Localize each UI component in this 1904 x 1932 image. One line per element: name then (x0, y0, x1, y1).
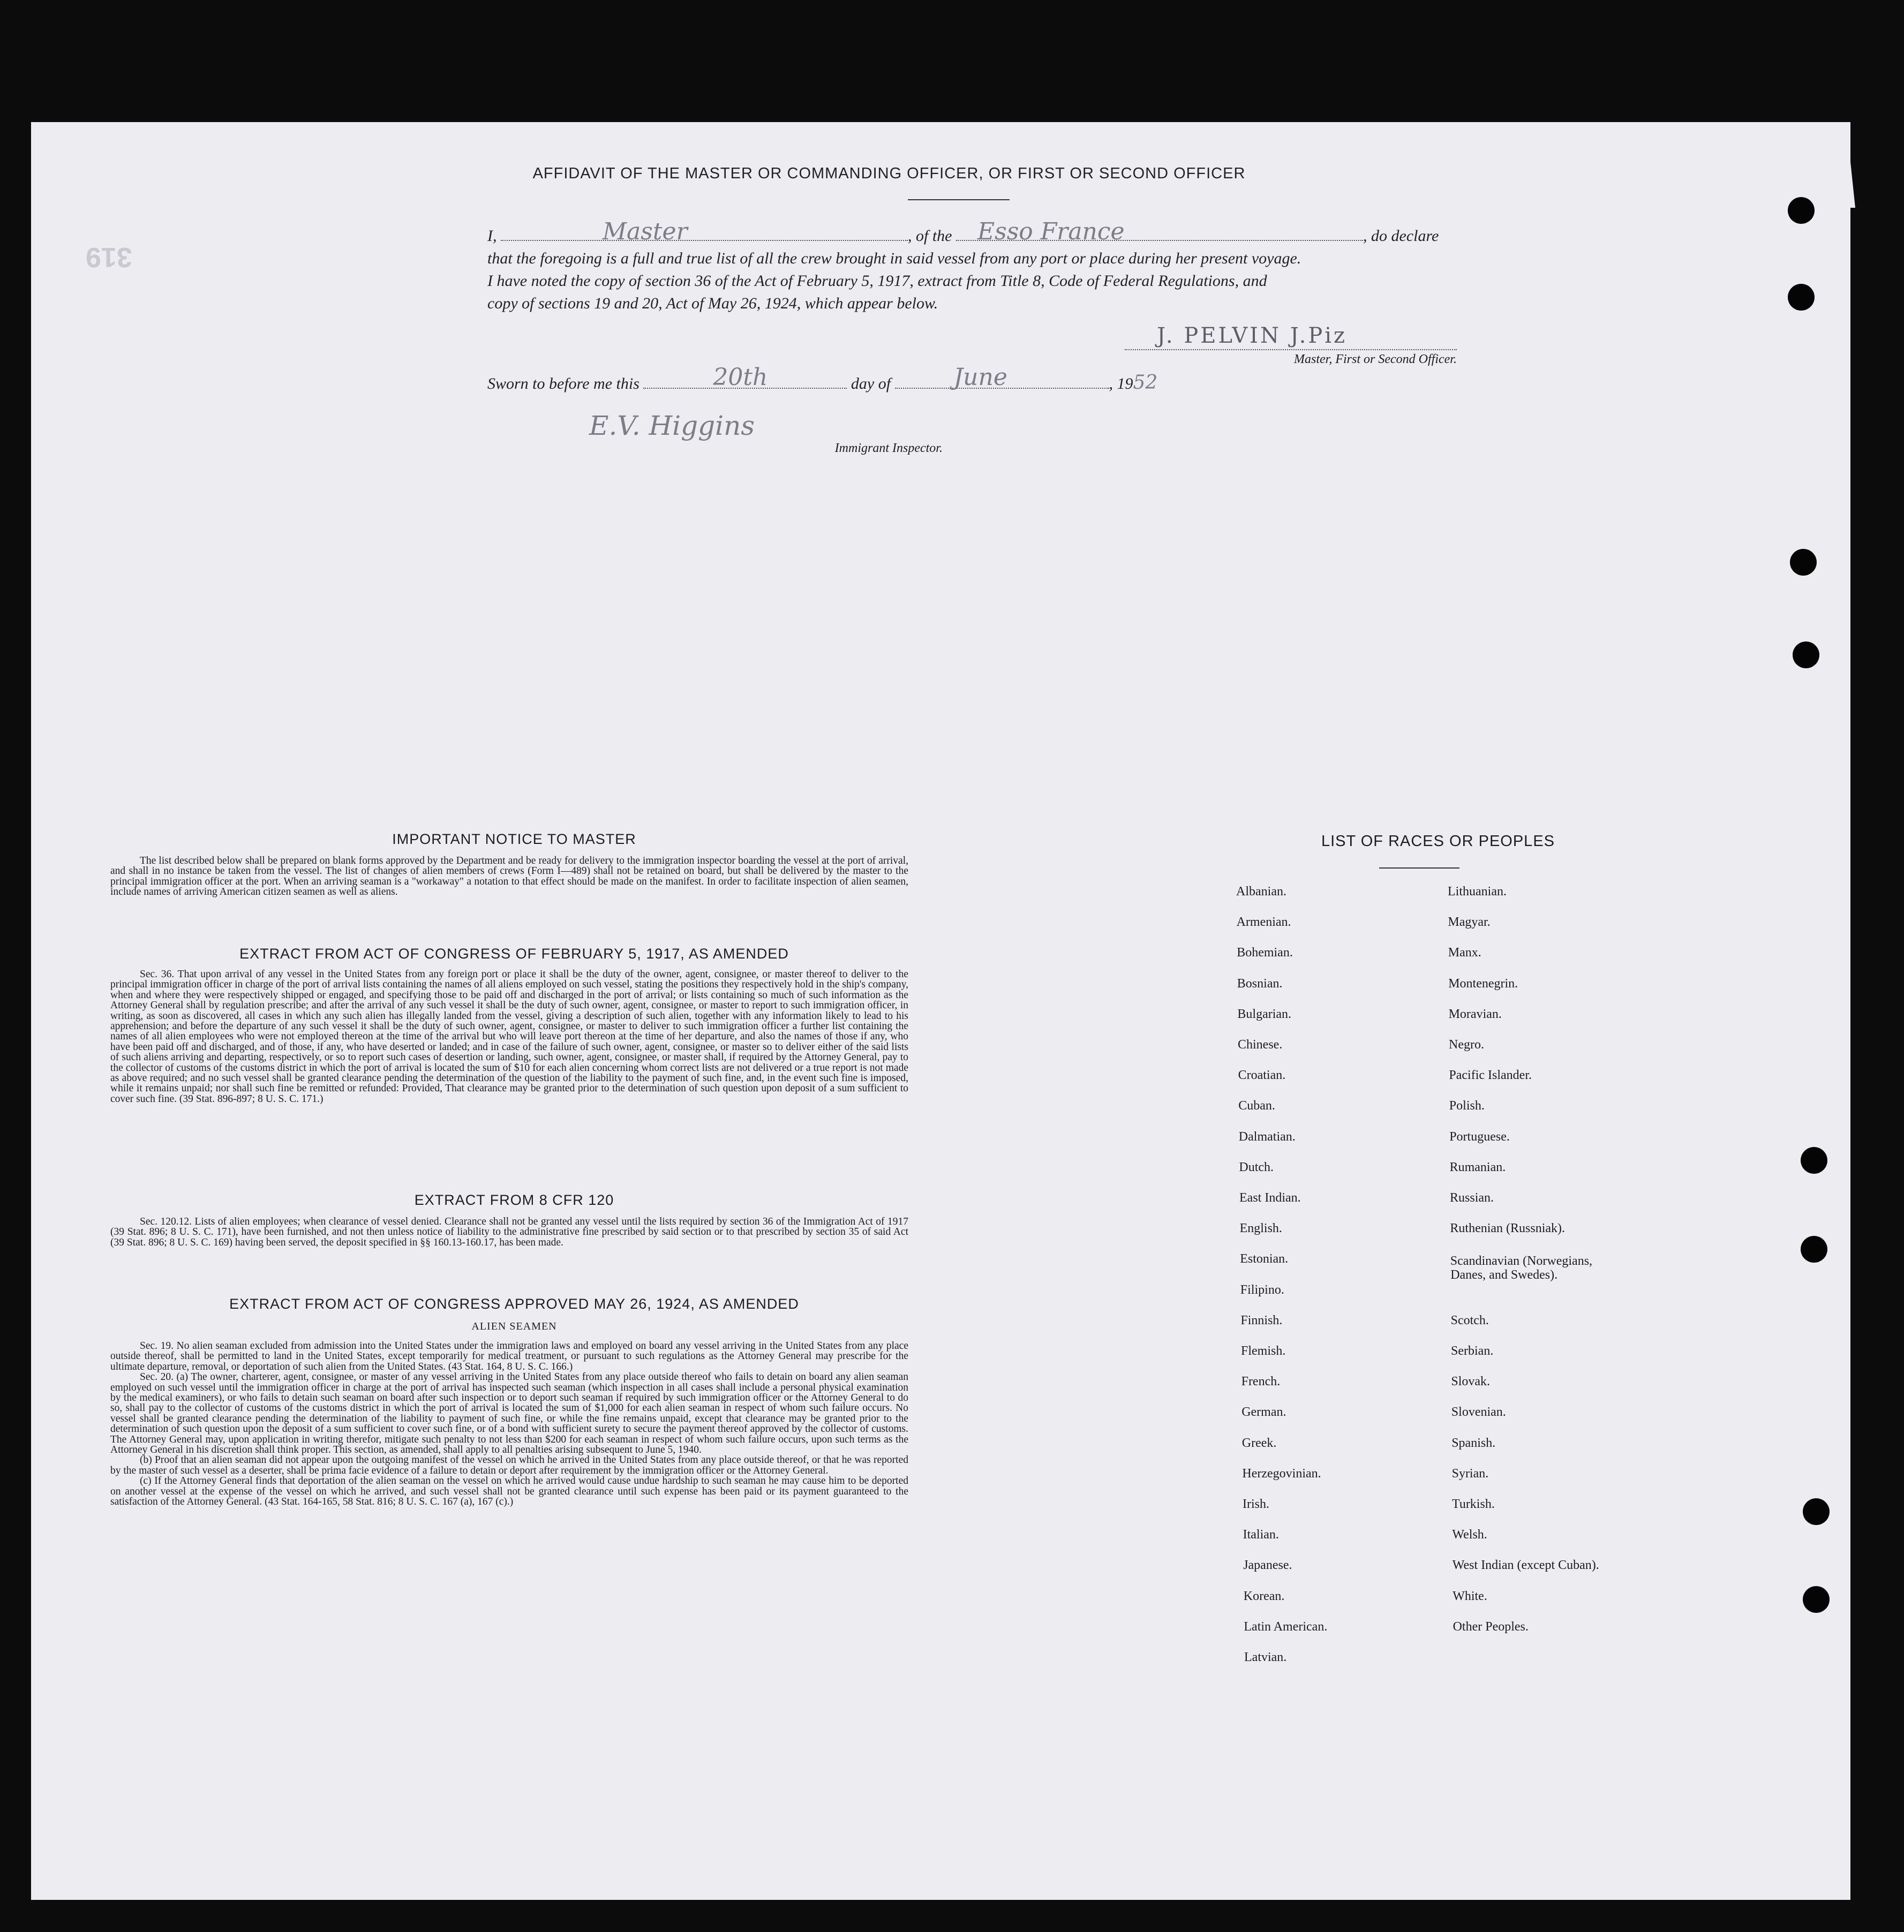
race-item: Scotch. (1450, 1313, 1489, 1327)
race-item: Latin American. (1244, 1619, 1328, 1634)
sworn-text: Sworn to before me this (487, 375, 639, 393)
month-field (895, 364, 1109, 391)
race-item: Bohemian. (1237, 946, 1293, 960)
punch-hole-1 (1788, 197, 1815, 224)
race-item: Magyar. (1448, 915, 1491, 930)
race-item: Montenegrin. (1448, 976, 1518, 991)
punch-hole-2 (1788, 284, 1815, 311)
handwritten-vessel: Esso France (977, 218, 1125, 245)
race-item: Albanian. (1236, 885, 1286, 899)
word-i: I, (487, 227, 497, 245)
day-of-text: day of (851, 375, 891, 393)
notice-body (110, 856, 908, 897)
affidavit-line-1 (487, 218, 1467, 247)
day-field (643, 364, 847, 391)
race-item: Herzegovinian. (1242, 1466, 1321, 1481)
officer-field (501, 218, 908, 245)
officer-signature-label: Master, First or Second Officer. (1294, 352, 1457, 366)
title-divider (908, 199, 1010, 200)
race-item: Flemish. (1241, 1344, 1286, 1358)
race-item: Bosnian. (1237, 976, 1283, 991)
punch-hole-3 (1790, 549, 1817, 576)
races-divider (1379, 867, 1459, 869)
sec-19-paragraph: Sec. 19. No alien seaman excluded from admission into the United States under the immigration laws and employed on board any vessel arriving in the United States from any place outside thereof, shall be permitted to land in the United States, except temporarily for medical treatment, or pursuant to such regulations as the Attorney General may prescribe for the ultimate departure, removal, or deportation of such alien from the United States. (43 Stat. 164, 8 U. S. C. 166.) (110, 1340, 908, 1372)
extract-1917-body (110, 969, 908, 1104)
extract-1917-heading: EXTRACT FROM ACT OF CONGRESS OF FEBRUARY 5, 1917, AS AMENDED (239, 946, 789, 962)
races-heading: LIST OF RACES OR PEOPLES (1321, 833, 1555, 850)
race-item: Greek. (1241, 1436, 1277, 1450)
race-item: Negro. (1449, 1038, 1484, 1052)
affidavit-line-3: I have noted the copy of section 36 of the Act of February 5, 1917, extract from Title 8, Code of Federal Regulations, and (487, 272, 1267, 290)
sec-20a-paragraph: Sec. 20. (a) The owner, charterer, agent, consignee, or master of any vessel arriving in the United States from any place outside thereof who fails to detain on board any alien seaman employed on such vessel until the immigration officer in charge at the port of arrival has inspected such seaman (which inspection in all cases shall include a personal physical examination by the medical examiners), or who fails to detain such seaman on board after such inspection or to deport such seaman if required by such immigration officer or the Attorney General to do so, shall pay to the collector of customs of the customs district in which the port of arrival is located the sum of $1,000 for each alien seaman in respect of whom such failure occurs. No vessel shall be granted clearance pending the determination of the liability to payment of such fine, or while the fine remains unpaid, except that clearance may be granted prior to the determination of such question upon the deposit of a sum sufficient to cover such fine, or of a bond with sufficient surety to secure the payment thereof approved by the collector of customs. The Attorney General may, upon application in writing therefor, mitigate such penalty to not less than $200 for each seaman in respect of whom such failure occurs, upon such terms as the Attorney General in his discretion shall think proper. This section, as amended, shall apply to all penalties arising subsequent to June 5, 1940. (110, 1371, 908, 1456)
race-item: Welsh. (1452, 1528, 1487, 1542)
punch-hole-4 (1793, 642, 1819, 668)
race-item: Filipino. (1240, 1282, 1284, 1297)
race-item: Dalmatian. (1238, 1129, 1296, 1144)
race-item: Japanese. (1243, 1558, 1292, 1573)
race-item: Slovenian. (1451, 1405, 1506, 1420)
punch-hole-6 (1801, 1236, 1827, 1263)
sec-20b-paragraph: (b) Proof that an alien seaman did not appear upon the outgoing manifest of the vessel on which he arrived in the United States from any place outside thereof, or that he was reported by the master of such vessel as a deserter, shall be prima facie evidence of a failure to detain or deport after requirement by the immigration officer or the Attorney General. (110, 1454, 908, 1476)
sec-36-paragraph: Sec. 36. That upon arrival of any vessel in the United States from any foreign port or place it shall be the duty of the owner, agent, consignee, or master thereof to deliver to the principal immigration officer in charge of the port of arrival lists containing the names of all aliens employed on such vessel, stating the positions they respectively hold in the ship's company, when and where they were respectively shipped or engaged, and specifying those to be paid off and discharged in the port of arrival; or lists containing so much of such information as the Attorney General shall by regulation prescribe; and after the arrival of any such vessel it shall be the duty of such owner, agent, consignee, or master to report to such immigration officer, in writing, as soon as discovered, all cases in which any such alien has illegally landed from the vessel, giving a description of such alien, together with any information likely to lead to his apprehension; and before the departure of any such vessel it shall be the duty of such owner, agent, consignee, or master to deliver to such immigration officer a further list containing the names of all alien employees who were not employed thereon at the time of the arrival but who will leave port thereon at the time of her departure, and also the names of those if any, who have been paid off and discharged, and of those, if any, who have deserted or landed; and in case of the failure of such owner, agent, consignee, or master so to deliver either of the said lists of such aliens arriving and departing, respectively, or so to report such cases of desertion or landing, such owner, agent, consignee, or master shall, if required by the Attorney General, pay to the collector of customs of the customs district in which the port of arrival is located the sum of $10 for each alien concerning whom correct lists are not delivered or a true report is not made as above required; and no such vessel shall be granted clearance pending the determination of the question of the liability to the payment of such fine, and, in the event such fine is imposed, while it remains unpaid; nor shall such fine be remitted or refunded: Provided, That clearance may be granted prior to the determination of such question upon deposit of a sum sufficient to cover such fine. (39 Stat. 896-897; 8 U. S. C. 171.) (110, 969, 908, 1105)
race-item: Estonian. (1240, 1252, 1289, 1266)
word-do-declare: , do declare (1363, 227, 1439, 245)
handwritten-officer: Master (603, 218, 688, 245)
inspector-signature-line (578, 410, 943, 441)
extract-1924-body (110, 1341, 908, 1507)
race-item: Finnish. (1240, 1313, 1283, 1327)
handwritten-officer-signature: J. PELVIN J.Piz (1157, 323, 1348, 348)
sworn-statement (487, 364, 1158, 394)
extract-1924-heading: EXTRACT FROM ACT OF CONGRESS APPROVED MAY 26, 1924, AS AMENDED (229, 1296, 799, 1312)
stamp-number: 319 (86, 242, 132, 273)
race-item: Scandinavian (Norwegians, (1450, 1254, 1593, 1269)
affidavit-line-4: copy of sections 19 and 20, Act of May 26, 1924, which appear below. (487, 295, 938, 312)
punch-hole-8 (1803, 1586, 1830, 1613)
race-item: French. (1241, 1375, 1281, 1389)
race-item: Dutch. (1239, 1160, 1274, 1174)
extract-cfr-body (110, 1217, 908, 1248)
race-item: Other Peoples. (1453, 1619, 1529, 1634)
punch-hole-7 (1803, 1498, 1830, 1525)
officer-signature-line (1125, 321, 1457, 350)
race-item: Portuguese. (1449, 1129, 1510, 1144)
notice-heading: IMPORTANT NOTICE TO MASTER (392, 831, 636, 847)
race-item: Lithuanian. (1448, 885, 1507, 899)
affidavit-line-2: that the foregoing is a full and true list of all the crew brought in said vessel from any port or place during her present voyage. (487, 250, 1301, 267)
affidavit-text (487, 218, 1467, 315)
race-item: Rumanian. (1449, 1160, 1506, 1174)
officer-signature (1125, 321, 1457, 367)
race-item: Syrian. (1451, 1466, 1489, 1481)
race-item: Bulgarian. (1237, 1007, 1292, 1021)
race-item: Pacific Islander. (1449, 1068, 1532, 1083)
race-item: Korean. (1243, 1589, 1285, 1603)
race-item: Manx. (1448, 946, 1481, 960)
race-item: Armenian. (1236, 915, 1291, 930)
race-item: Croatian. (1238, 1068, 1286, 1083)
race-item: Irish. (1243, 1497, 1269, 1511)
race-item: Ruthenian (Russniak). (1450, 1221, 1566, 1236)
race-item: White. (1453, 1589, 1487, 1603)
race-item: Serbian. (1451, 1344, 1494, 1358)
race-item: German. (1241, 1405, 1286, 1420)
race-item: Latvian. (1244, 1650, 1287, 1664)
sec-20c-paragraph: (c) If the Attorney General finds that deportation of the alien seaman on the vessel on which he arrived would cause undue hardship to such seaman he may cause him to be deported on another vessel at the expense of the vessel on which he arrived, and such vessel shall not be granted clearance until such expense has been paid or its payment guaranteed to the satisfaction of the Attorney General. (43 Stat. 164-165, 58 Stat. 816; 8 U. S. C. 167 (a), 167 (c).) (110, 1475, 908, 1508)
alien-seamen-subheading: ALIEN SEAMEN (471, 1320, 557, 1332)
word-of-the: , of the (908, 227, 952, 245)
race-item: Polish. (1449, 1099, 1485, 1113)
handwritten-month: June (953, 364, 1007, 391)
race-item: Slovak. (1451, 1375, 1491, 1389)
race-item: Russian. (1450, 1191, 1494, 1205)
race-item: West Indian (except Cuban). (1452, 1558, 1599, 1573)
race-item: Chinese. (1238, 1038, 1283, 1052)
handwritten-day: 20th (713, 364, 768, 391)
race-item: East Indian. (1239, 1191, 1301, 1205)
notice-paragraph: The list described below shall be prepared on blank forms approved by the Department and be ready for delivery to the immigration inspector boarding the vessel at the port of arrival, and shall in no instance be taken from the vessel. The list of changes of alien members of crews (Form I—489) shall not be retained on board, but shall be delivered by the master to the principal immigration officer at the port. When an arriving seaman is a "workaway" a notation to that effect should be made on the manifest. In order to facilitate inspection of alien seamen, include names of arriving American citizen seamen as well as aliens. (110, 855, 908, 898)
race-item: Moravian. (1448, 1007, 1502, 1021)
race-item: English. (1239, 1221, 1282, 1236)
handwritten-year: 52 (1133, 372, 1158, 394)
inspector-signature (578, 410, 943, 456)
sec-120-paragraph: Sec. 120.12. Lists of alien employees; when clearance of vessel denied. Clearance shall not be granted any vessel until the lists required by section 36 of the Immigration Act of 1917 (39 Stat. 896; 8 U. S. C. 171), have been furnished, and not then unless notice of liability to the administrative fine prescribed by said section or to that prescribed by section 35 of said Act (39 Stat. 896; 8 U. S. C. 169) having been served, the deposit specified in §§ 160.13-160.17, has been made. (110, 1216, 908, 1248)
affidavit-title: AFFIDAVIT OF THE MASTER OR COMMANDING OFFICER, OR FIRST OR SECOND OFFICER (532, 165, 1246, 182)
extract-cfr-heading: EXTRACT FROM 8 CFR 120 (414, 1192, 614, 1208)
race-item: Cuban. (1238, 1099, 1275, 1113)
race-item: Italian. (1243, 1528, 1279, 1542)
inspector-label: Immigrant Inspector. (834, 441, 943, 455)
year-prefix: , 19 (1109, 375, 1133, 393)
handwritten-inspector: E.V. Higgins (589, 410, 755, 441)
race-item: Turkish. (1452, 1497, 1495, 1511)
race-item: Danes, and Swedes). (1450, 1268, 1558, 1282)
vessel-field (956, 218, 1363, 245)
race-item: Spanish. (1451, 1436, 1496, 1450)
punch-hole-5 (1801, 1147, 1827, 1174)
